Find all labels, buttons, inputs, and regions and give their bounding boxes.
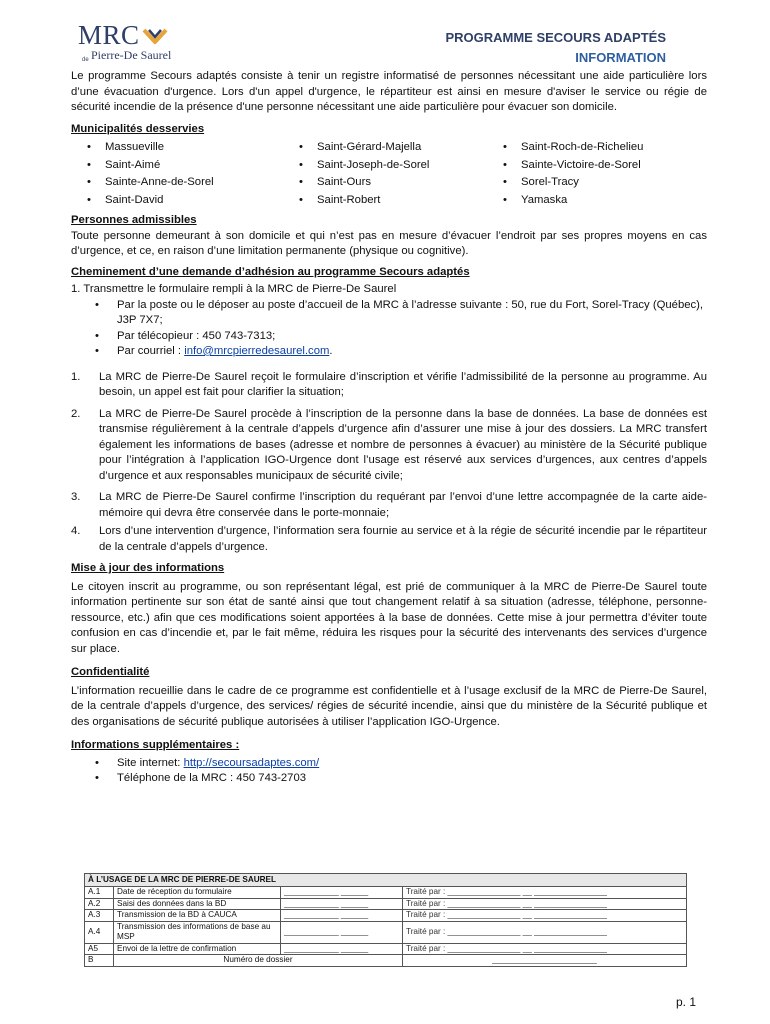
table-row xyxy=(85,887,687,899)
office-use-table xyxy=(84,873,687,967)
table-row xyxy=(85,898,687,910)
process-step xyxy=(71,524,707,555)
logo-chevron-icon xyxy=(142,26,168,48)
step-text: La MRC de Pierre-De Saurel confirme l’inscription du requérant par l’envoi d’une lettre accompagnée de la carte aide-mémoire qui devra être conservée dans le porte-monnaie; xyxy=(99,491,707,519)
step-number: 4. xyxy=(71,525,81,537)
step-number: 2. xyxy=(71,407,81,420)
list-item: • Saint-David xyxy=(71,192,283,210)
update-heading: Mise à jour des informations xyxy=(71,562,225,574)
list-item: • Massueville xyxy=(71,139,283,157)
list-item: • Yamaska xyxy=(487,192,707,210)
list-item: • Sainte-Anne-de-Sorel xyxy=(71,174,283,192)
list-item: • Par la poste ou le déposer au poste d’accueil de la MRC à l’adresse suivante : 50, rue du Fort, Sorel-Tracy (Québec), J3P 7X7; xyxy=(71,298,707,329)
municipalities-column-1 xyxy=(71,139,283,209)
row-label: Envoi de la lettre de confirmation xyxy=(114,943,281,955)
municipalities-heading: Municipalités desservies xyxy=(71,122,205,135)
process-step-intro: 1. Transmettre le formulaire rempli à la MRC de Pierre-De Saurel xyxy=(71,283,397,295)
row-code: A.4 xyxy=(85,921,114,943)
date-blank: ____________ ______ xyxy=(281,910,403,922)
update-paragraph: Le citoyen inscrit au programme, ou son représentant légal, est prié de communiquer à la MRC de Pierre-De Saurel toute information pertinente sur son état de santé ainsi que tout changement relatif à sa situation (adresse, téléphone, personne-ressource, etc.) afin que ces modifications soient apportées à la base de données. Cette mise à jour permettra d’éviter toute confusion en cas d’incendie et, par le fait même, réduira les risques pour la sécurité des intervenants des services d’urgence sur place. xyxy=(71,580,707,655)
treated-by-blank: Traité par : ________________ __ ________________ xyxy=(403,943,687,955)
row-code: B xyxy=(85,955,114,967)
list-item: • Par télécopieur : 450 743-7313; xyxy=(71,329,707,345)
logo-de-text: de xyxy=(82,57,89,63)
office-use-heading: À L’USAGE DE LA MRC DE PIERRE-DE SAUREL xyxy=(85,874,687,887)
row-label: Saisi des données dans la BD xyxy=(114,898,281,910)
municipalities-list xyxy=(71,139,707,209)
date-blank: ____________ ______ xyxy=(281,943,403,955)
title-line-1: PROGRAMME SECOURS ADAPTÉS xyxy=(445,30,666,45)
step-text: Lors d’une intervention d’urgence, l’information sera fournie au service et à la régie de sécurité incendie par le répartiteur de la centrale d’appels d’urgence. xyxy=(99,525,707,553)
list-item: • Saint-Roch-de-Richelieu xyxy=(487,139,707,157)
intro-paragraph: Le programme Secours adaptés consiste à tenir un registre informatisé de personnes nécessitant une aide particulière lors d’une évacuation d'urgence. Lors d'un appel d'urgence, le répartiteur est ainsi en mesure d'aviser le service ou régie de sécurité incendie de la présence d'une personne nécessitant une aide particulière pour évacuer son domicile. xyxy=(71,70,707,113)
table-row xyxy=(85,955,687,967)
date-blank: ____________ ______ xyxy=(281,887,403,899)
step-number: 3. xyxy=(71,491,81,503)
row-label: Transmission des informations de base au MSP xyxy=(114,921,281,943)
list-item: • Saint-Aimé xyxy=(71,157,283,175)
email-link[interactable]: info@mrcpierredesaurel.com xyxy=(184,345,330,357)
list-item: • Sorel-Tracy xyxy=(487,174,707,192)
process-step xyxy=(71,490,707,521)
date-blank: ____________ ______ xyxy=(281,921,403,943)
step-text: La MRC de Pierre-De Saurel procède à l’inscription de la personne dans la base de données. La base de données est transmise régulièrement à la centrale d’appels d’urgence afin d’assurer une mise à jour des dossiers. La MRC transfert également les informations de bases (adresse et nombre de personnes à évacuer) au ministère de la Sécurité publique pour l’intégration à l’application IGO-Urgence dont l’usage est réservé aux services d’urgences, aux centres d’appels d’urgence et aux responsables municipaux de sécurité civile; xyxy=(99,407,707,482)
document-body xyxy=(71,69,707,787)
email-suffix: . xyxy=(329,345,333,357)
process-step xyxy=(71,370,707,401)
website-link[interactable]: http://secoursadaptes.com/ xyxy=(183,756,320,769)
more-info-list xyxy=(71,756,707,787)
treated-by-blank: Traité par : ________________ __ ________________ xyxy=(403,887,687,899)
list-item xyxy=(71,756,707,772)
date-blank: ____________ ______ xyxy=(281,898,403,910)
submission-methods-list xyxy=(71,298,707,360)
list-item xyxy=(71,344,707,360)
list-item: • Saint-Gérard-Majella xyxy=(283,139,487,157)
mrc-logo xyxy=(78,20,208,66)
municipalities-column-2 xyxy=(283,139,487,209)
table-row xyxy=(85,921,687,943)
file-number-label: Numéro de dossier xyxy=(114,955,403,967)
list-item: • Saint-Joseph-de-Sorel xyxy=(283,157,487,175)
row-label: Transmission de la BD à CAUCA xyxy=(114,910,281,922)
treated-by-blank: Traité par : ________________ __ ________________ xyxy=(403,910,687,922)
eligible-heading: Personnes admissibles xyxy=(71,214,197,226)
logo-text: MRC xyxy=(78,20,140,50)
email-label: Par courriel : xyxy=(117,345,185,357)
municipalities-column-3 xyxy=(487,139,707,209)
table-row xyxy=(85,943,687,955)
document-title xyxy=(445,28,666,68)
page-number: p. 1 xyxy=(675,995,696,1009)
row-code: A.2 xyxy=(85,898,114,910)
process-step xyxy=(71,407,707,485)
row-code: A.3 xyxy=(85,910,114,922)
process-steps-list xyxy=(71,370,707,556)
list-item: • Téléphone de la MRC : 450 743-2703 xyxy=(71,771,707,787)
process-heading: Cheminement d’une demande d’adhésion au programme Secours adaptés xyxy=(71,265,470,278)
row-code: A.1 xyxy=(85,887,114,899)
treated-by-blank: Traité par : ________________ __ ________________ xyxy=(403,921,687,943)
row-label: Date de réception du formulaire xyxy=(114,887,281,899)
list-item: • Sainte-Victoire-de-Sorel xyxy=(487,157,707,175)
confidentiality-paragraph: L’information recueillie dans le cadre de ce programme est confidentielle et à l’usage exclusif de la MRC de Pierre-De Saurel, de la centrale d’appels d’urgence, des services/ régies de sécurité incendie, ainsi que du ministère de la Sécurité publique et des organisations de sécurité publique autorisées à utiliser l’application IGO-Urgence. xyxy=(71,684,707,728)
treated-by-blank: Traité par : ________________ __ ________________ xyxy=(403,898,687,910)
step-text: La MRC de Pierre-De Saurel reçoit le formulaire d’inscription et vérifie l’admissibilité de la personne au programme. Au besoin, un appel est fait pour clarifier la situation; xyxy=(99,370,707,398)
row-code: A5 xyxy=(85,943,114,955)
title-line-2: INFORMATION xyxy=(575,50,666,65)
list-item: • Saint-Ours xyxy=(283,174,487,192)
site-label: Site internet: xyxy=(117,756,184,769)
list-item: • Saint-Robert xyxy=(283,192,487,210)
file-number-blank: _______________________ xyxy=(403,955,687,967)
step-number: 1. xyxy=(71,370,81,383)
table-row xyxy=(85,910,687,922)
confidentiality-heading: Confidentialité xyxy=(71,666,150,678)
logo-subtitle: Pierre-De Saurel xyxy=(91,48,172,62)
eligible-paragraph: Toute personne demeurant à son domicile et qui n’est pas en mesure d’évacuer l’endroit par ses propres moyens en cas d’urgence, et ce, en raison d’une limitation permanente (physique ou cognitive). xyxy=(71,229,707,257)
more-info-heading: Informations supplémentaires : xyxy=(71,739,240,751)
